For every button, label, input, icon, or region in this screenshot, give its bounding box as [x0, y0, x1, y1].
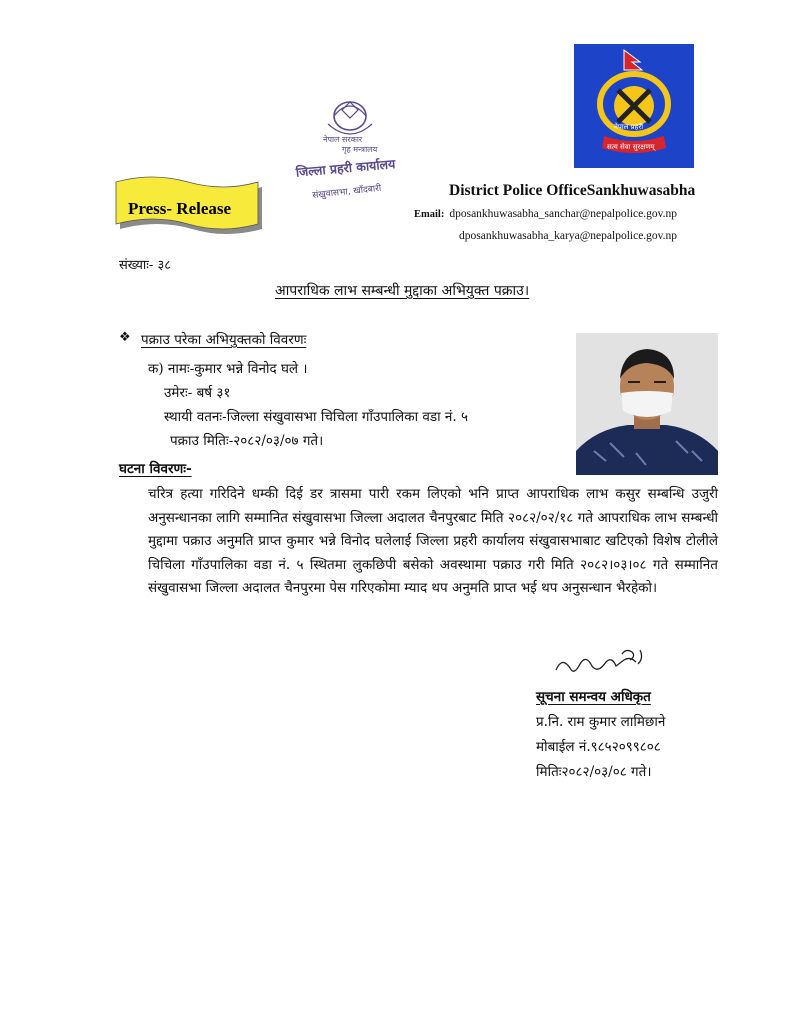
stamp-line-4: संखुवासभा, खाँदबारी — [311, 183, 382, 201]
incident-details-heading: घटना विवरणः- — [119, 461, 192, 477]
nepal-police-logo-icon — [574, 44, 694, 168]
email-address-1[interactable]: dposankhuwasabha_sanchar@nepalpolice.gov.np — [449, 208, 677, 220]
stamp-line-1: नेपाल सरकार — [323, 135, 363, 144]
office-stamp-icon — [290, 86, 420, 206]
release-date: मितिः२०८२/०३/०८ गते। — [536, 764, 652, 780]
incident-narrative: चरित्र हत्या गरिदिने धम्की दिई डर त्रासमा पारी रकम लिएको भनि प्राप्त आपराधिक लाभ कसुर सम्बन्धि उजुरी अनुसन्धानका लागि सम्मानित संखुवासभा जिल्ला अदालत चैनपुरबाट मिति २०८२/०२/१८ गते आपराधिक लाभ सम्बन्धी मुद्दामा पक्राउ अनुमति प्राप्त कुमार भन्ने विनोद घलेलाई जिल्ला प्रहरी कार्यालय संखुवासभाबाट खटिएको विशेष टोलीले चिचिला गाँउपालिका वडा नं. ५ स्थितमा लुकछिपी बसेको अवस्थामा पक्राउ गरी मिति २०८२।०३।०८ गते सम्मानित संखुवासभा जिल्ला अदालत चैनपुरमा पेस गरिएकोमा म्याद थप अनुमति प्राप्त भई थप अनुसन्धान भैरहेको। — [148, 486, 718, 597]
document-title: आपराधिक लाभ सम्बन्धी मुद्दाका अभियुक्त पक्राउ। — [275, 283, 530, 299]
signatory-title: सूचना समन्वय अधिकृत — [536, 689, 651, 705]
handwritten-signature — [552, 646, 652, 680]
accused-name: क) नामः-कुमार भन्ने विनोद घले । — [148, 361, 308, 377]
email-row-1 — [414, 208, 677, 220]
stamp-line-3: जिल्ला प्रहरी कार्यालय — [295, 156, 396, 180]
accused-details-heading: पक्राउ परेका अभियुक्तको विवरणः — [141, 332, 307, 348]
arrest-date: पक्राउ मितिः-२०८२/०३/०७ गते। — [170, 433, 324, 449]
signatory-name: प्र.नि. राम कुमार लामिछाने — [536, 714, 666, 730]
diamond-bullet-icon: ❖ — [119, 330, 131, 345]
office-name: District Police OfficeSankhuwasabha — [449, 182, 696, 199]
nepal-police-logo — [574, 44, 694, 168]
email-address-2[interactable]: dposankhuwasabha_karya@nepalpolice.gov.np — [459, 230, 678, 242]
reference-number: संख्याः- ३८ — [119, 258, 171, 273]
accused-age: उमेरः- बर्ष ३१ — [164, 385, 231, 401]
email-label: Email: — [414, 209, 445, 220]
accused-photo — [576, 333, 718, 475]
stamp-line-2: गृह मन्त्रालय — [342, 145, 378, 154]
logo-text-1: नेपाल प्रहरी — [614, 123, 644, 131]
logo-text-2: सत्य सेवा सुरक्षणम् — [607, 143, 655, 151]
signatory-mobile: मोबाईल नं.९८५२०९९८०८ — [536, 739, 661, 755]
press-release-label: Press- Release — [128, 199, 232, 218]
accused-address: स्थायी वतनः-जिल्ला संखुवासभा चिचिला गाँउपालिका वडा नं. ५ — [164, 409, 468, 425]
